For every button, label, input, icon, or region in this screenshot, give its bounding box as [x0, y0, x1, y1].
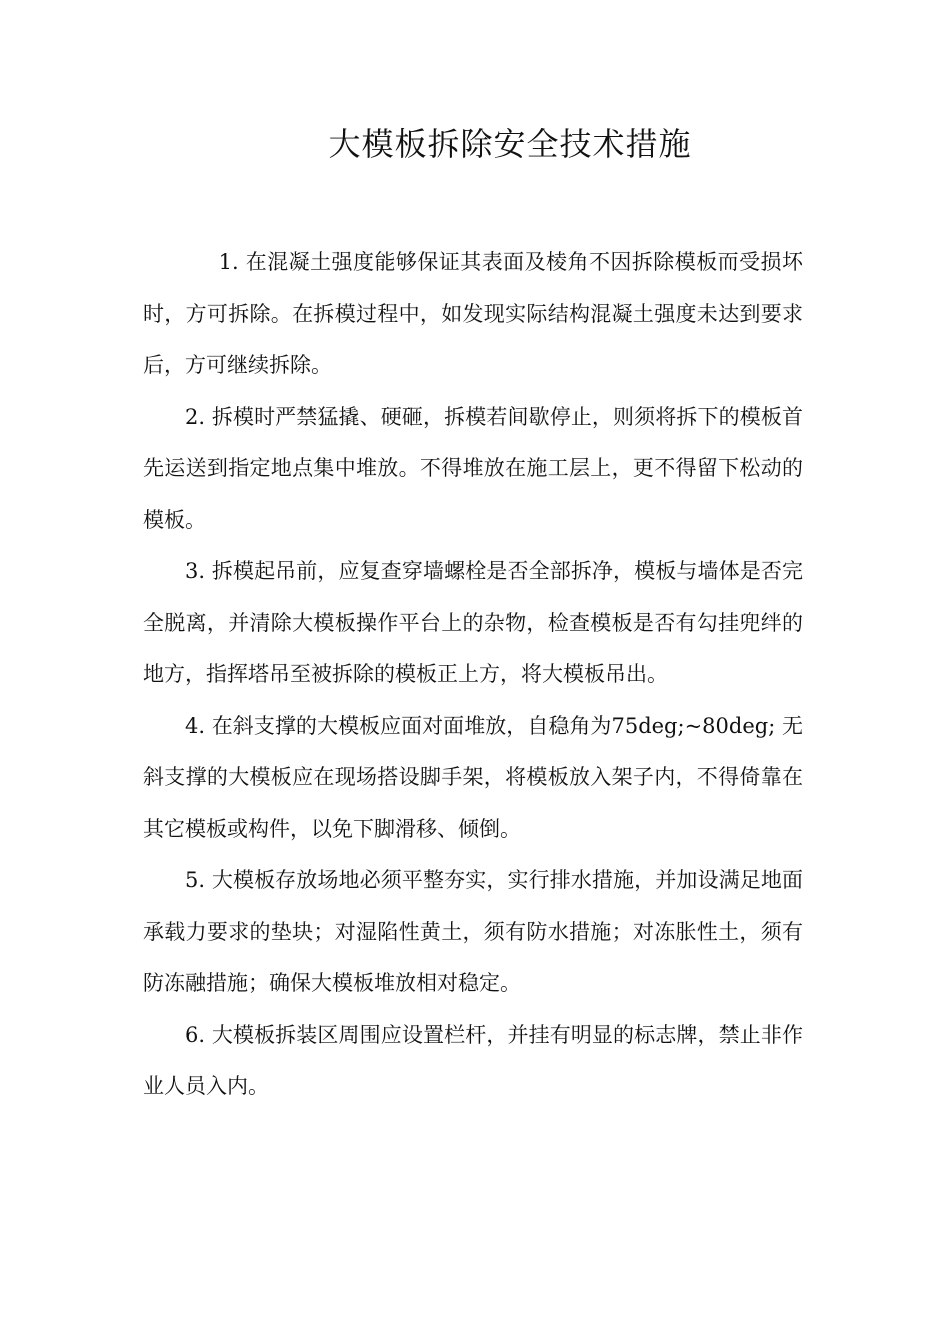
paragraph-5: 5. 大模板存放场地必须平整夯实，实行排水措施，并加设满足地面承载力要求的垫块；对湿陷性黄土，须有防水措施；对冻胀性土，须有防冻融措施；确保大模板堆放相对稳定。 — [143, 868, 803, 995]
document-title: 大模板拆除安全技术措施 — [328, 125, 692, 163]
paragraph-2: 2. 拆模时严禁猛撬、硬砸，拆模若间歇停止，则须将拆下的模板首先运送到指定地点集中堆放。不得堆放在施工层上，更不得留下松动的模板。 — [143, 404, 803, 532]
document-body — [143, 237, 803, 1113]
paragraph-1: 1. 在混凝土强度能够保证其表面及棱角不因拆除模板而受损坏时，方可拆除。在拆模过程中，如发现实际结构混凝土强度未达到要求后，方可继续拆除。 — [143, 250, 803, 377]
paragraph-4: 4. 在斜支撑的大模板应面对面堆放，自稳角为75deg;~80deg; 无斜支撑的大模板应在现场搭设脚手架，将模板放入架子内，不得倚靠在其它模板或构件，以免下脚滑移、倾倒。 — [143, 713, 803, 841]
paragraph-6: 6. 大模板拆装区周围应设置栏杆，并挂有明显的标志牌，禁止非作业人员入内。 — [143, 1022, 803, 1098]
paragraph-3: 3. 拆模起吊前，应复查穿墙螺栓是否全部拆净，模板与墙体是否完全脱离，并清除大模板操作平台上的杂物，检查模板是否有勾挂兜绊的地方，指挥塔吊至被拆除的模板正上方，将大模板吊出。 — [143, 559, 803, 686]
